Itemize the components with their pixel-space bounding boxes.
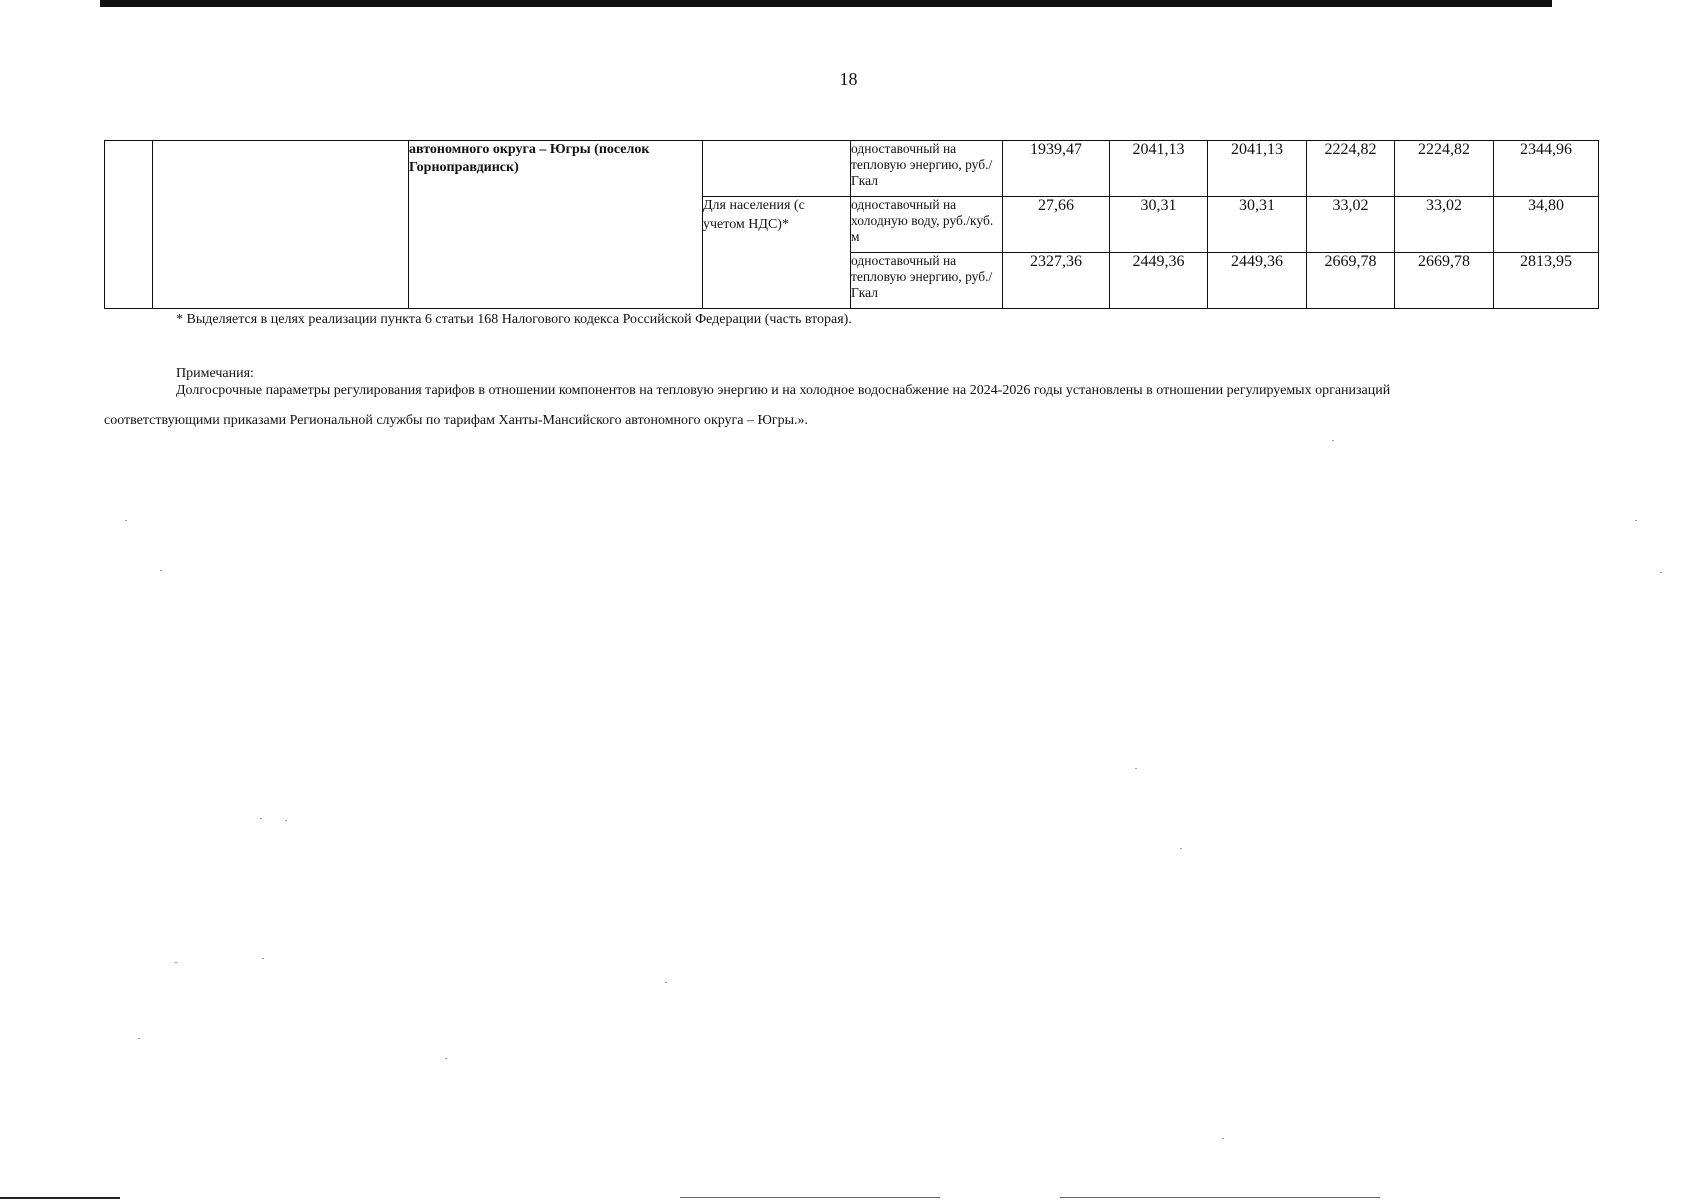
scan-speck — [1332, 440, 1334, 441]
territory-cell: автономного округа – Югры (поселок Горноправдинск) — [409, 141, 703, 309]
value-cell: 27,66 — [1003, 197, 1110, 253]
value-cell: 2813,95 — [1494, 253, 1599, 309]
value-cell: 34,80 — [1494, 197, 1599, 253]
bottom-scan-line — [680, 1197, 940, 1198]
scan-speck — [1635, 520, 1637, 521]
scan-speck — [445, 1058, 447, 1059]
value-cell: 33,02 — [1307, 197, 1395, 253]
value-cell: 2327,36 — [1003, 253, 1110, 309]
tariff-type-cell: одноставочный на холодную воду, руб./куб. м — [851, 197, 1003, 253]
value-cell: 30,31 — [1208, 197, 1307, 253]
tariff-type-cell: одноставочный на тепловую энергию, руб./ Гкал — [851, 141, 1003, 197]
scan-speck — [1660, 572, 1662, 573]
consumer-group-cell-empty — [703, 141, 851, 197]
value-cell: 2041,13 — [1208, 141, 1307, 197]
organization-cell — [153, 141, 409, 309]
bottom-scan-line — [1060, 1197, 1380, 1198]
value-cell: 2449,36 — [1208, 253, 1307, 309]
index-cell — [105, 141, 153, 309]
value-cell: 30,31 — [1110, 197, 1208, 253]
notes-paragraph-line: Долгосрочные параметры регулирования тарифов в отношении компонентов на тепловую энергию и на холодное водоснабжение на 2024-2026 годы установлены в отношении регулируемых организаций — [176, 383, 1391, 398]
scan-speck — [665, 982, 667, 983]
tariff-type-cell: одноставочный на тепловую энергию, руб./ Гкал — [851, 253, 1003, 309]
value-cell: 1939,47 — [1003, 141, 1110, 197]
value-cell: 2669,78 — [1395, 253, 1494, 309]
scan-speck — [1180, 848, 1182, 849]
value-cell: 2669,78 — [1307, 253, 1395, 309]
bottom-scan-line — [0, 1197, 120, 1199]
scan-speck — [1135, 768, 1137, 769]
notes-heading: Примечания: — [176, 366, 254, 381]
consumer-group-cell: Для населения (с учетом НДС)* — [703, 197, 851, 309]
value-cell: 2344,96 — [1494, 141, 1599, 197]
footnote: * Выделяется в целях реализации пункта 6 статьи 168 Налогового кодекса Российской Федерации (часть вторая). — [176, 312, 852, 327]
value-cell: 2041,13 — [1110, 141, 1208, 197]
scan-speck — [262, 958, 264, 959]
scan-speck — [125, 520, 127, 521]
top-border-rule — [100, 0, 1552, 7]
scan-speck — [160, 570, 162, 571]
value-cell: 2449,36 — [1110, 253, 1208, 309]
table-row — [105, 141, 1599, 197]
scan-speck — [260, 818, 262, 819]
scan-speck — [1222, 1138, 1224, 1139]
tariff-table — [104, 140, 1599, 309]
notes-paragraph-line: соответствующими приказами Региональной службы по тарифам Ханты-Мансийского автономного округа – Югры.». — [104, 413, 809, 428]
value-cell: 2224,82 — [1307, 141, 1395, 197]
scan-speck — [175, 962, 177, 963]
scan-speck — [138, 1038, 140, 1039]
scan-speck — [285, 820, 287, 821]
value-cell: 33,02 — [1395, 197, 1494, 253]
page-number: 18 — [839, 69, 858, 89]
value-cell: 2224,82 — [1395, 141, 1494, 197]
